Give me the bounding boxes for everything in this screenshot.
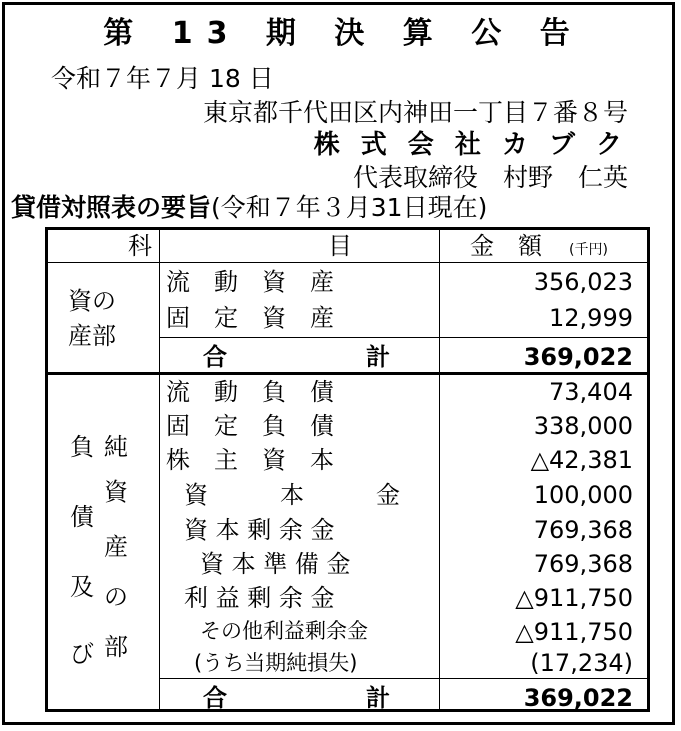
balance-sheet-heading [11, 195, 487, 220]
liabilities-total-divider [159, 678, 647, 679]
company-name: 株 式 会 社 カ ブ ク [313, 130, 628, 160]
liab-row-value: 73,404 [549, 378, 633, 406]
liab-row-value: △911,750 [515, 584, 633, 612]
liab-row-label: 株 主 資 本 [166, 446, 334, 474]
liab-section-char: 部 [104, 633, 128, 661]
header-item-right: 目 [328, 232, 352, 260]
assets-liabilities-divider [48, 372, 647, 375]
asset-row-value: 12,999 [549, 304, 633, 332]
liab-row-label: (うち当期純損失) [194, 651, 358, 675]
liab-row-value: 769,368 [533, 516, 633, 544]
notice-title: 第 13 期 決 算 公 告 [103, 16, 584, 51]
company-address: 東京都千代田区内神田一丁目７番８号 [202, 98, 628, 127]
balance-sheet-table [45, 227, 650, 712]
liab-row-label: 利 益 剰 余 金 [184, 584, 335, 612]
assets-section-line1: 資の [68, 287, 116, 315]
heading-label: 貸借対照表の要旨 [11, 193, 212, 222]
liabilities-total-value: 369,022 [523, 684, 633, 712]
liab-section-char: 資 [104, 478, 128, 506]
liab-section-char: の [104, 583, 128, 611]
assets-section-line2: 産部 [68, 322, 116, 350]
liabilities-total-right: 計 [366, 684, 390, 712]
liab-row-label: その他利益剰余金 [200, 619, 368, 643]
liab-row-value: 769,368 [533, 550, 633, 578]
liab-section-char: 及 [70, 573, 94, 601]
liab-section-char: 負 [70, 433, 94, 461]
liab-row-value: 100,000 [533, 481, 633, 509]
header-item-left: 科 [128, 232, 152, 260]
notice-date: 令和７年７月 18 日 [51, 64, 274, 93]
liab-row-value: △42,381 [530, 446, 633, 474]
header-divider [48, 262, 647, 263]
header-unit: (千円) [569, 242, 608, 258]
assets-total-divider [159, 337, 647, 338]
section-column-divider [159, 230, 160, 709]
asset-row-label: 固 定 資 産 [166, 304, 334, 332]
representative-name: 代表取締役 村野 仁英 [352, 163, 628, 192]
assets-total-left: 合 [203, 343, 227, 371]
liab-section-char: 債 [70, 503, 94, 531]
asset-row-value: 356,023 [533, 268, 633, 296]
liabilities-total-left: 合 [203, 684, 227, 712]
assets-total-value: 369,022 [523, 343, 633, 371]
liab-row-label: 資 本 剰 余 金 [184, 516, 335, 544]
liab-section-char: 純 [104, 433, 128, 461]
header-amount: 金 額 [470, 232, 542, 260]
liab-row-label: 資 本 金 [184, 481, 400, 509]
liab-row-value: 338,000 [533, 412, 633, 440]
heading-period: (令和７年３月31日現在) [211, 193, 488, 222]
liab-row-value: (17,234) [530, 649, 633, 677]
liab-section-char: 産 [104, 533, 128, 561]
liab-row-label: 資 本 準 備 金 [200, 550, 351, 578]
liab-row-value: △911,750 [515, 618, 633, 646]
amount-column-divider [439, 230, 440, 709]
notice-frame [2, 2, 675, 725]
assets-total-right: 計 [366, 343, 390, 371]
asset-row-label: 流 動 資 産 [166, 268, 334, 296]
liab-row-label: 流 動 負 債 [166, 378, 334, 406]
liab-section-char: び [70, 640, 94, 668]
liab-row-label: 固 定 負 債 [166, 412, 334, 440]
